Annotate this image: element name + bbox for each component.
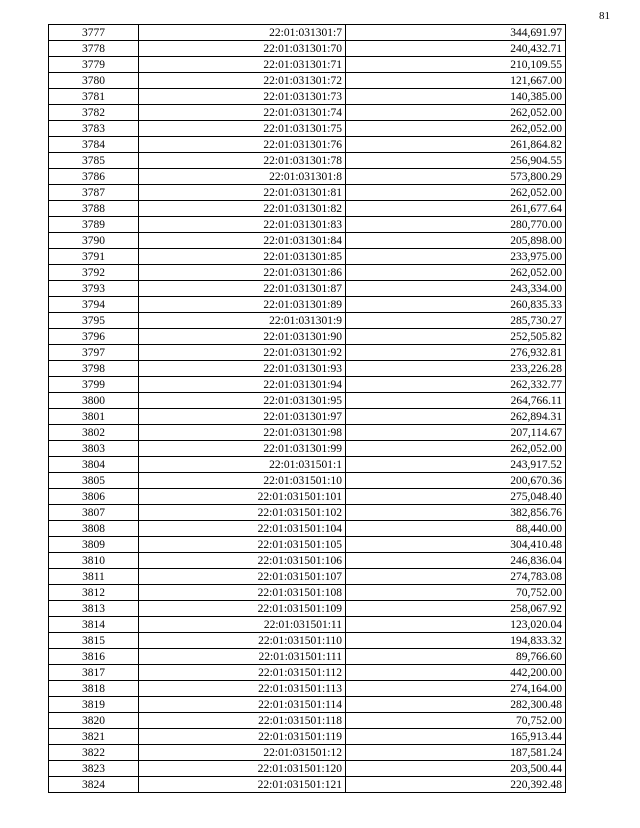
table-row [49, 409, 566, 425]
value-cell: 261,677.64 [346, 201, 566, 217]
row-number-cell: 3806 [49, 489, 139, 505]
row-number-cell: 3811 [49, 569, 139, 585]
value-cell: 140,385.00 [346, 89, 566, 105]
table-row [49, 553, 566, 569]
cadastral-number-cell: 22:01:031301:85 [139, 249, 346, 265]
row-number-cell: 3787 [49, 185, 139, 201]
value-cell: 262,052.00 [346, 121, 566, 137]
row-number-cell: 3820 [49, 713, 139, 729]
cadastral-number-cell: 22:01:031301:92 [139, 345, 346, 361]
table-row [49, 105, 566, 121]
row-number-cell: 3782 [49, 105, 139, 121]
row-number-cell: 3823 [49, 761, 139, 777]
cadastral-number-cell: 22:01:031301:84 [139, 233, 346, 249]
cadastral-number-cell: 22:01:031301:8 [139, 169, 346, 185]
table-row [49, 361, 566, 377]
cadastral-number-cell: 22:01:031301:98 [139, 425, 346, 441]
table-row [49, 729, 566, 745]
value-cell: 233,226.28 [346, 361, 566, 377]
row-number-cell: 3800 [49, 393, 139, 409]
row-number-cell: 3778 [49, 41, 139, 57]
table-row [49, 185, 566, 201]
value-cell: 207,114.67 [346, 425, 566, 441]
table-row [49, 425, 566, 441]
table-row [49, 777, 566, 793]
value-cell: 187,581.24 [346, 745, 566, 761]
table-body [49, 25, 566, 793]
cadastral-number-cell: 22:01:031501:108 [139, 585, 346, 601]
cadastral-number-cell: 22:01:031301:81 [139, 185, 346, 201]
value-cell: 233,975.00 [346, 249, 566, 265]
cadastral-number-cell: 22:01:031301:86 [139, 265, 346, 281]
row-number-cell: 3788 [49, 201, 139, 217]
row-number-cell: 3818 [49, 681, 139, 697]
row-number-cell: 3794 [49, 297, 139, 313]
table-row [49, 377, 566, 393]
value-cell: 264,766.11 [346, 393, 566, 409]
row-number-cell: 3793 [49, 281, 139, 297]
value-cell: 240,432.71 [346, 41, 566, 57]
value-cell: 220,392.48 [346, 777, 566, 793]
table-row [49, 521, 566, 537]
table-row [49, 761, 566, 777]
cadastral-number-cell: 22:01:031301:90 [139, 329, 346, 345]
value-cell: 285,730.27 [346, 313, 566, 329]
value-cell: 200,670.36 [346, 473, 566, 489]
value-cell: 442,200.00 [346, 665, 566, 681]
value-cell: 256,904.55 [346, 153, 566, 169]
value-cell: 304,410.48 [346, 537, 566, 553]
value-cell: 280,770.00 [346, 217, 566, 233]
value-cell: 243,917.52 [346, 457, 566, 473]
table-row [49, 121, 566, 137]
table-row [49, 601, 566, 617]
cadastral-number-cell: 22:01:031301:83 [139, 217, 346, 233]
cadastral-number-cell: 22:01:031501:106 [139, 553, 346, 569]
row-number-cell: 3799 [49, 377, 139, 393]
table-row [49, 137, 566, 153]
value-cell: 262,894.31 [346, 409, 566, 425]
table-row [49, 41, 566, 57]
table-row [49, 89, 566, 105]
table-row [49, 633, 566, 649]
value-cell: 194,833.32 [346, 633, 566, 649]
row-number-cell: 3779 [49, 57, 139, 73]
cadastral-number-cell: 22:01:031301:72 [139, 73, 346, 89]
table-row [49, 617, 566, 633]
row-number-cell: 3809 [49, 537, 139, 553]
row-number-cell: 3801 [49, 409, 139, 425]
cadastral-number-cell: 22:01:031301:97 [139, 409, 346, 425]
row-number-cell: 3796 [49, 329, 139, 345]
cadastral-number-cell: 22:01:031301:71 [139, 57, 346, 73]
value-cell: 262,332.77 [346, 377, 566, 393]
table-row [49, 57, 566, 73]
value-cell: 246,836.04 [346, 553, 566, 569]
value-cell: 274,783.08 [346, 569, 566, 585]
value-cell: 89,766.60 [346, 649, 566, 665]
cadastral-number-cell: 22:01:031501:114 [139, 697, 346, 713]
table-row [49, 489, 566, 505]
table-row [49, 537, 566, 553]
table-row [49, 153, 566, 169]
row-number-cell: 3821 [49, 729, 139, 745]
cadastral-number-cell: 22:01:031301:74 [139, 105, 346, 121]
table-row [49, 697, 566, 713]
row-number-cell: 3798 [49, 361, 139, 377]
row-number-cell: 3808 [49, 521, 139, 537]
row-number-cell: 3791 [49, 249, 139, 265]
table-row [49, 345, 566, 361]
row-number-cell: 3777 [49, 25, 139, 41]
value-cell: 205,898.00 [346, 233, 566, 249]
value-cell: 258,067.92 [346, 601, 566, 617]
table-row [49, 201, 566, 217]
cadastral-number-cell: 22:01:031501:104 [139, 521, 346, 537]
table-row [49, 681, 566, 697]
table-row [49, 665, 566, 681]
cadastral-number-cell: 22:01:031301:9 [139, 313, 346, 329]
cadastral-number-cell: 22:01:031501:12 [139, 745, 346, 761]
table-row [49, 169, 566, 185]
cadastral-number-cell: 22:01:031301:82 [139, 201, 346, 217]
cadastral-number-cell: 22:01:031501:121 [139, 777, 346, 793]
table-row [49, 281, 566, 297]
cadastral-value-table [48, 24, 566, 793]
value-cell: 70,752.00 [346, 585, 566, 601]
cadastral-number-cell: 22:01:031301:76 [139, 137, 346, 153]
row-number-cell: 3803 [49, 441, 139, 457]
cadastral-number-cell: 22:01:031501:111 [139, 649, 346, 665]
table-row [49, 265, 566, 281]
row-number-cell: 3810 [49, 553, 139, 569]
cadastral-number-cell: 22:01:031301:89 [139, 297, 346, 313]
value-cell: 203,500.44 [346, 761, 566, 777]
row-number-cell: 3781 [49, 89, 139, 105]
row-number-cell: 3812 [49, 585, 139, 601]
value-cell: 262,052.00 [346, 441, 566, 457]
cadastral-number-cell: 22:01:031301:70 [139, 41, 346, 57]
value-cell: 282,300.48 [346, 697, 566, 713]
row-number-cell: 3786 [49, 169, 139, 185]
row-number-cell: 3822 [49, 745, 139, 761]
value-cell: 70,752.00 [346, 713, 566, 729]
table-row [49, 313, 566, 329]
cadastral-number-cell: 22:01:031301:93 [139, 361, 346, 377]
value-cell: 276,932.81 [346, 345, 566, 361]
row-number-cell: 3804 [49, 457, 139, 473]
table-row [49, 745, 566, 761]
value-cell: 121,667.00 [346, 73, 566, 89]
value-cell: 243,334.00 [346, 281, 566, 297]
table-row [49, 249, 566, 265]
value-cell: 210,109.55 [346, 57, 566, 73]
value-cell: 88,440.00 [346, 521, 566, 537]
cadastral-number-cell: 22:01:031301:73 [139, 89, 346, 105]
table-row [49, 73, 566, 89]
row-number-cell: 3817 [49, 665, 139, 681]
cadastral-number-cell: 22:01:031301:78 [139, 153, 346, 169]
table-row [49, 505, 566, 521]
value-cell: 344,691.97 [346, 25, 566, 41]
cadastral-number-cell: 22:01:031501:113 [139, 681, 346, 697]
cadastral-number-cell: 22:01:031301:7 [139, 25, 346, 41]
value-cell: 274,164.00 [346, 681, 566, 697]
value-cell: 261,864.82 [346, 137, 566, 153]
value-cell: 165,913.44 [346, 729, 566, 745]
row-number-cell: 3805 [49, 473, 139, 489]
row-number-cell: 3813 [49, 601, 139, 617]
row-number-cell: 3795 [49, 313, 139, 329]
table-row [49, 457, 566, 473]
table-row [49, 233, 566, 249]
cadastral-number-cell: 22:01:031501:112 [139, 665, 346, 681]
table-row [49, 649, 566, 665]
cadastral-number-cell: 22:01:031301:94 [139, 377, 346, 393]
cadastral-number-cell: 22:01:031501:120 [139, 761, 346, 777]
row-number-cell: 3824 [49, 777, 139, 793]
cadastral-number-cell: 22:01:031501:107 [139, 569, 346, 585]
cadastral-number-cell: 22:01:031501:11 [139, 617, 346, 633]
value-cell: 275,048.40 [346, 489, 566, 505]
table-row [49, 393, 566, 409]
table-row [49, 713, 566, 729]
cadastral-number-cell: 22:01:031501:118 [139, 713, 346, 729]
page-number: 81 [599, 10, 610, 22]
row-number-cell: 3783 [49, 121, 139, 137]
cadastral-number-cell: 22:01:031301:75 [139, 121, 346, 137]
table-row [49, 25, 566, 41]
row-number-cell: 3802 [49, 425, 139, 441]
table-row [49, 569, 566, 585]
row-number-cell: 3792 [49, 265, 139, 281]
value-cell: 573,800.29 [346, 169, 566, 185]
cadastral-number-cell: 22:01:031301:99 [139, 441, 346, 457]
table-row [49, 217, 566, 233]
row-number-cell: 3816 [49, 649, 139, 665]
cadastral-number-cell: 22:01:031501:110 [139, 633, 346, 649]
table-row [49, 585, 566, 601]
value-cell: 262,052.00 [346, 105, 566, 121]
value-cell: 260,835.33 [346, 297, 566, 313]
cadastral-number-cell: 22:01:031301:95 [139, 393, 346, 409]
cadastral-number-cell: 22:01:031501:1 [139, 457, 346, 473]
value-cell: 262,052.00 [346, 185, 566, 201]
value-cell: 123,020.04 [346, 617, 566, 633]
cadastral-number-cell: 22:01:031501:101 [139, 489, 346, 505]
row-number-cell: 3815 [49, 633, 139, 649]
row-number-cell: 3797 [49, 345, 139, 361]
row-number-cell: 3785 [49, 153, 139, 169]
cadastral-number-cell: 22:01:031501:119 [139, 729, 346, 745]
cadastral-number-cell: 22:01:031501:10 [139, 473, 346, 489]
row-number-cell: 3780 [49, 73, 139, 89]
value-cell: 262,052.00 [346, 265, 566, 281]
row-number-cell: 3819 [49, 697, 139, 713]
table-row [49, 473, 566, 489]
row-number-cell: 3814 [49, 617, 139, 633]
cadastral-number-cell: 22:01:031501:102 [139, 505, 346, 521]
value-cell: 252,505.82 [346, 329, 566, 345]
cadastral-number-cell: 22:01:031301:87 [139, 281, 346, 297]
table-row [49, 441, 566, 457]
cadastral-number-cell: 22:01:031501:105 [139, 537, 346, 553]
row-number-cell: 3789 [49, 217, 139, 233]
cadastral-number-cell: 22:01:031501:109 [139, 601, 346, 617]
row-number-cell: 3784 [49, 137, 139, 153]
value-cell: 382,856.76 [346, 505, 566, 521]
table-row [49, 329, 566, 345]
table-row [49, 297, 566, 313]
row-number-cell: 3807 [49, 505, 139, 521]
row-number-cell: 3790 [49, 233, 139, 249]
